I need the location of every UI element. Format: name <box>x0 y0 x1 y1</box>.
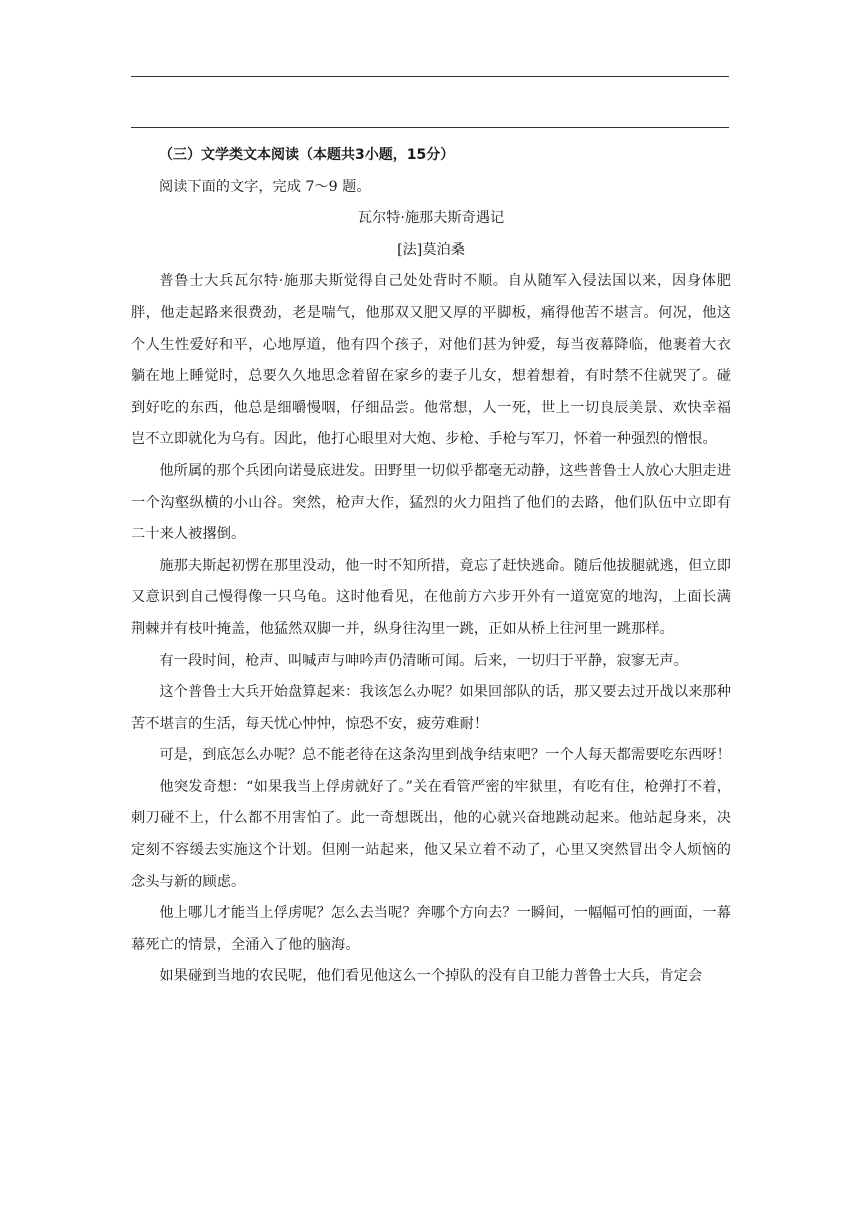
answer-line <box>131 76 729 77</box>
instruction-text: 阅读下面的文字，完成 7～9 题。 <box>159 178 371 195</box>
section-heading: （三）文学类文本阅读（本题共3小题，15分） <box>159 147 455 163</box>
story-paragraph: 施那夫斯起初愣在那里没动，他一时不知所措，竟忘了赶快逃命。随后他拔腿就逃，但立即又意识到自己慢得像一只乌龟。这时他看见，在他前方六步开外有一道宽宽的地沟，上面长满荆棘并有枝叶掩盖，他猛然双脚一并，纵身往沟里一跳，正如从桥上往河里一跳那样。 <box>131 557 731 637</box>
story-author: [法]莫泊桑 <box>397 241 465 258</box>
story-paragraph: 他上哪儿才能当上俘虏呢？怎么去当呢？奔哪个方向去？一瞬间，一幅幅可怕的画面，一幕幕死亡的情景，全涌入了他的脑海。 <box>131 905 731 953</box>
story-paragraph: 他所属的那个兵团向诺曼底进发。田野里一切似乎都毫无动静，这些普鲁士人放心大胆走进一个沟壑纵横的小山谷。突然，枪声大作，猛烈的火力阻挡了他们的去路，他们队伍中立即有二十来人被撂倒。 <box>131 462 731 543</box>
reading-section <box>131 140 731 993</box>
story-paragraph: 这个普鲁士大兵开始盘算起来：我该怎么办呢？如果回部队的话，那又要去过开战以来那种苦不堪言的生活，每天忧心忡忡，惊恐不安，疲劳难耐！ <box>131 684 731 732</box>
story-paragraph: 如果碰到当地的农民呢，他们看见他这么一个掉队的没有自卫能力普鲁士大兵，肯定会 <box>159 968 703 985</box>
story-paragraph: 普鲁士大兵瓦尔特·施那夫斯觉得自己处处背时不顺。自从随军入侵法国以来，因身体肥胖，他走起路来很费劲，老是喘气，他那双又肥又厚的平脚板，痛得他苦不堪言。何况，他这个人生性爱好和平，心地厚道，他有四个孩子，对他们甚为钟爱，每当夜幕降临，他裹着大衣躺在地上睡觉时，总要久久地思念着留在家乡的妻子儿女，想着想着，有时禁不住就哭了。碰到好吃的东西，他总是细嚼慢咽，仔细品尝。他常想，人一死，世上一切良辰美景、欢快幸福岂不立即就化为乌有。因此，他打心眼里对大炮、步枪、手枪与军刀，怀着一种强烈的憎恨。 <box>131 273 731 448</box>
story-title: 瓦尔特·施那夫斯奇遇记 <box>357 210 505 227</box>
story-paragraph: 有一段时间，枪声、叫喊声与呻吟声仍清晰可闻。后来，一切归于平静，寂寥无声。 <box>159 652 689 669</box>
answer-line <box>131 127 729 128</box>
story-paragraph: 可是，到底怎么办呢？总不能老待在这条沟里到战争结束吧？一个人每天都需要吃东西呀！ <box>159 747 731 764</box>
story-paragraph: 他突发奇想：“如果我当上俘虏就好了。”关在看管严密的牢狱里，有吃有住，枪弹打不着，刺刀碰不上，什么都不用害怕了。此一奇想既出，他的心就兴奋地跳动起来。他站起身来，决定刻不容缓去实施这个计划。但刚一站起来，他又呆立着不动了，心里又突然冒出令人烦恼的念头与新的顾虑。 <box>131 778 731 890</box>
